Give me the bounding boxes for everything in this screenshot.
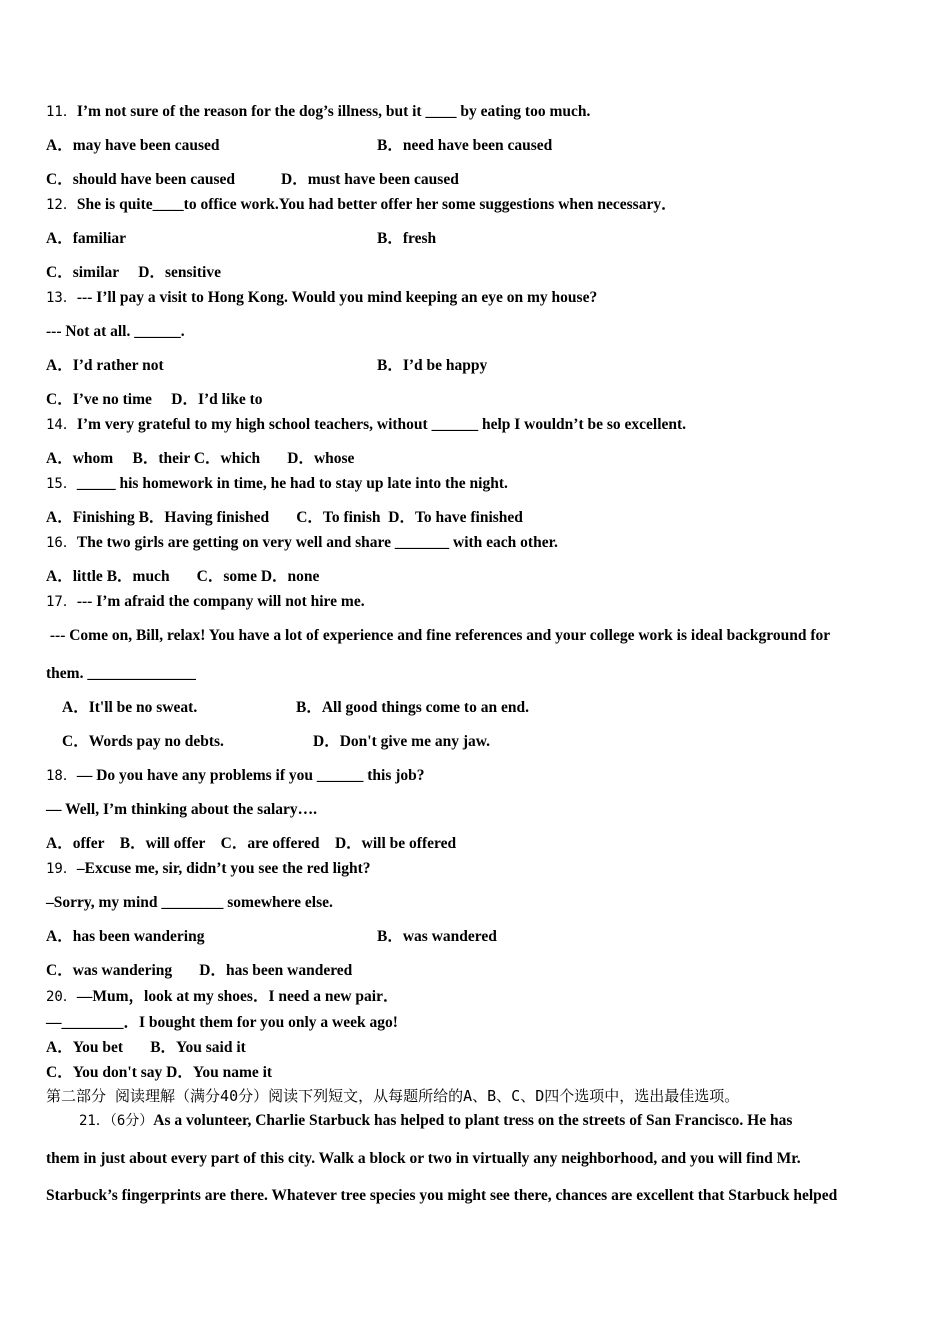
- option-a: A．may have been caused: [46, 137, 220, 154]
- options-a-b: A．You bet B．You said it: [46, 1039, 246, 1056]
- question-text: I’m not sure of the reason for the dog’s illness, but it ____ by eating too much.: [76, 103, 591, 120]
- passage-line: Starbuck’s fingerprints are there. Whatever tree species you might see there, chances are excellent that Starbuck helped: [46, 1187, 838, 1204]
- question-text: _____ his homework in time, he had to stay up late into the night.: [76, 475, 508, 492]
- question-text: She is quite____to office work.You had better offer her some suggestions when necessary．: [76, 196, 677, 213]
- question-number: 13．: [46, 290, 77, 306]
- options: A．little B．much C．some D．none: [46, 568, 320, 585]
- option-c: C．Words pay no debts.: [62, 733, 224, 750]
- dialogue-reply: — Well, I’m thinking about the salary….: [46, 801, 318, 818]
- question-text: —Mum，look at my shoes．I need a new pair．: [76, 988, 399, 1005]
- option-d: D．must have been caused: [281, 171, 459, 188]
- options-c-d: C．I’ve no time D．I’d like to: [46, 391, 263, 408]
- question-text: The two girls are getting on very well and share _______ with each other.: [76, 534, 558, 551]
- question-18: [46, 767, 425, 785]
- option-b: B．I’d be happy: [377, 357, 488, 374]
- dialogue-reply: --- Not at all. ______.: [46, 323, 185, 340]
- option-c: C．should have been caused: [46, 171, 236, 188]
- question-17: [46, 593, 365, 611]
- options: A．offer B．will offer C．are offered D．will be offered: [46, 835, 457, 852]
- option-b: B．was wandered: [377, 928, 497, 945]
- dialogue-reply: –Sorry, my mind ________ somewhere else.: [46, 894, 333, 911]
- option-a: A．familiar: [46, 230, 127, 247]
- dialogue-reply-line-1: --- Come on, Bill, relax! You have a lot of experience and fine references and your college work is ideal background for: [46, 627, 831, 644]
- option-a: A．It'll be no sweat.: [62, 699, 198, 716]
- option-b: B．All good things come to an end.: [296, 699, 529, 716]
- question-text: I’m very grateful to my high school teachers, without ______ help I wouldn’t be so excellent.: [76, 416, 687, 433]
- question-number: 19．: [46, 861, 77, 877]
- options-c-d: C．similar D．sensitive: [46, 264, 221, 281]
- question-14: [46, 416, 686, 434]
- question-number: 18．: [46, 768, 77, 784]
- option-b: B．fresh: [377, 230, 437, 247]
- question-13: [46, 289, 597, 307]
- question-text: — Do you have any problems if you ______ this job?: [76, 767, 425, 784]
- dialogue-reply-line-2: them. ______________: [46, 665, 196, 682]
- question-number: 14．: [46, 417, 77, 433]
- options: A．Finishing B．Having finished C．To finish D．To have finished: [46, 509, 523, 526]
- question-text: --- I’m afraid the company will not hire me.: [76, 593, 365, 610]
- option-d: D．Don't give me any jaw.: [313, 733, 490, 750]
- question-number: 15．: [46, 476, 77, 492]
- passage-line: them in just about every part of this city. Walk a block or two in virtually any neighborhood, and you will find Mr.: [46, 1150, 801, 1167]
- option-b: B．need have been caused: [377, 137, 553, 154]
- question-21: [79, 1112, 792, 1130]
- section-heading: 第二部分 阅读理解（满分40分）阅读下列短文，从每题所给的A、B、C、D四个选项中，选出最佳选项。: [46, 1087, 740, 1105]
- option-a: A．has been wandering: [46, 928, 205, 945]
- options-c-d: C．was wandering D．has been wandered: [46, 962, 353, 979]
- question-number: 16．: [46, 535, 77, 551]
- question-20: [46, 988, 399, 1006]
- options-c-d: C．You don't say D．You name it: [46, 1064, 273, 1081]
- question-15: [46, 475, 508, 493]
- question-text: --- I’ll pay a visit to Hong Kong. Would you mind keeping an eye on my house?: [76, 289, 598, 306]
- question-16: [46, 534, 558, 552]
- question-number: 17．: [46, 594, 77, 610]
- question-12: [46, 196, 677, 214]
- option-a: A．I’d rather not: [46, 357, 164, 374]
- question-number: 12．: [46, 197, 77, 213]
- passage-line: As a volunteer, Charlie Starbuck has helped to plant tress on the streets of San Francisco. He has: [153, 1112, 793, 1129]
- question-19: [46, 860, 371, 878]
- dialogue-reply: —________．I bought them for you only a week ago!: [46, 1014, 398, 1031]
- question-text: –Excuse me, sir, didn’t you see the red light?: [76, 860, 371, 877]
- question-number: 20．: [46, 989, 77, 1005]
- question-11: [46, 103, 590, 121]
- question-number: 11．: [46, 104, 77, 120]
- options: A．whom B．their C．which D．whose: [46, 450, 355, 467]
- question-number: 21．（6分）: [79, 1113, 154, 1129]
